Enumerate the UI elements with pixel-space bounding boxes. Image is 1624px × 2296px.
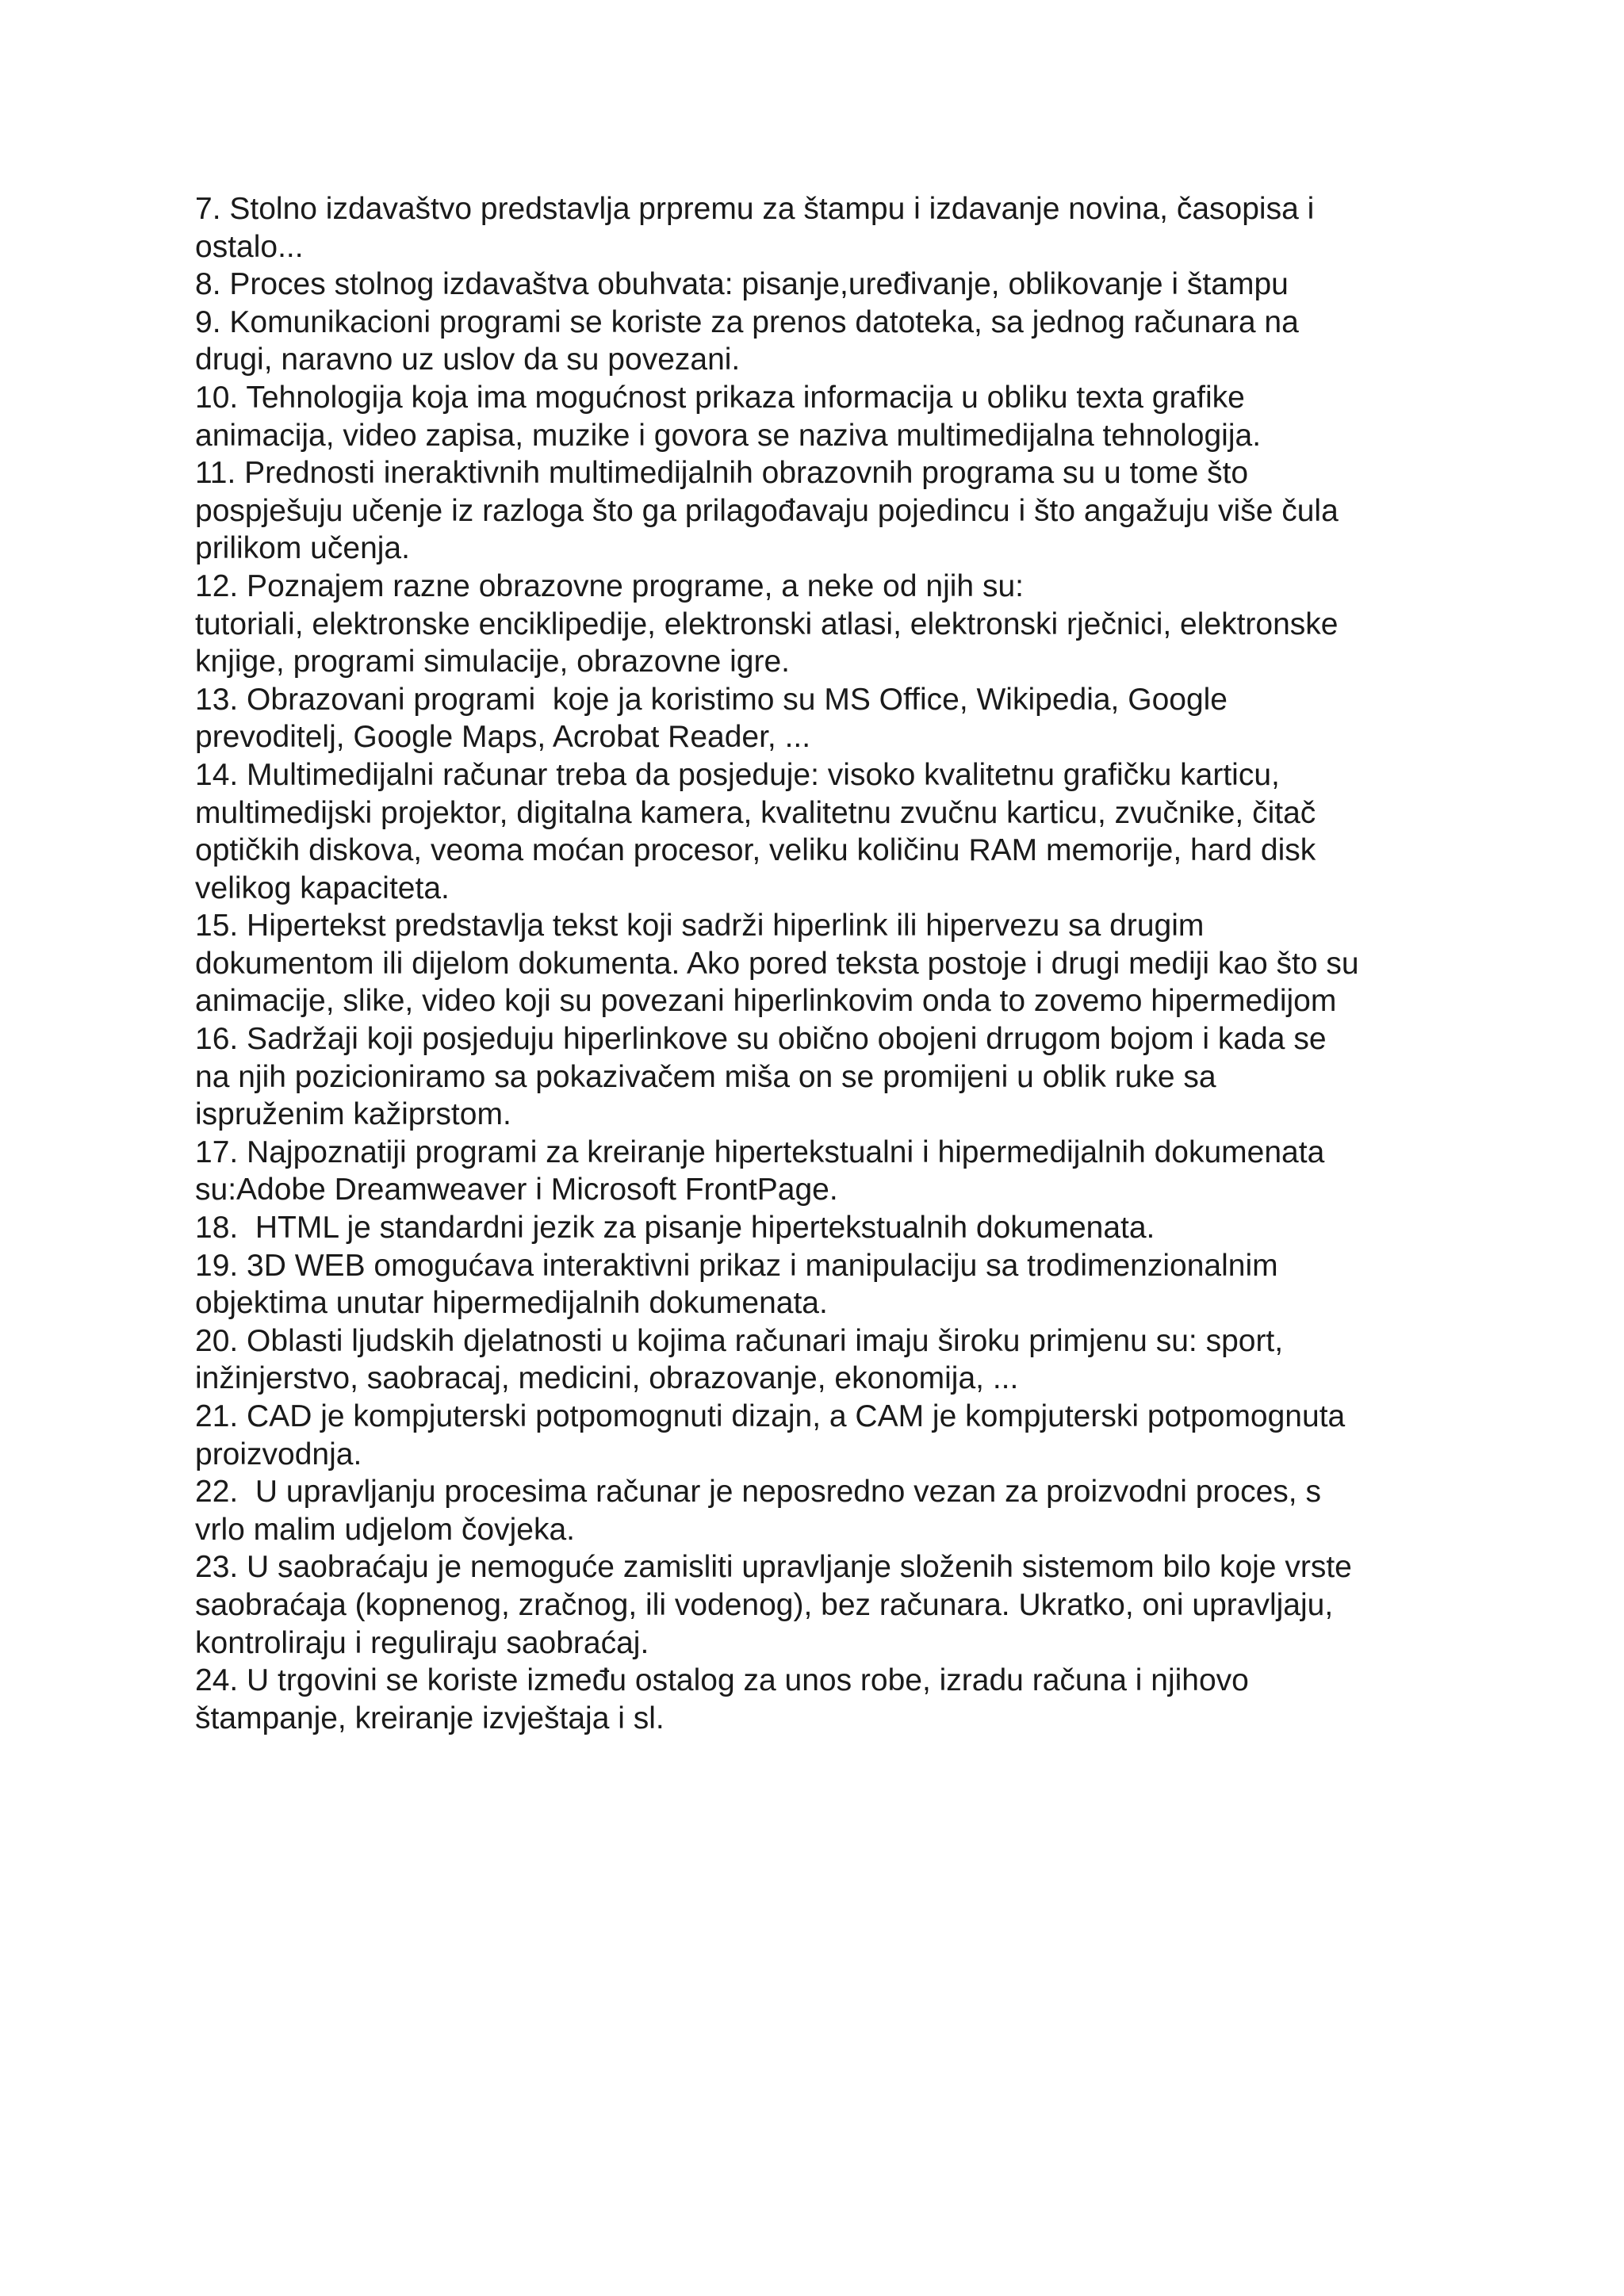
text-line: su:Adobe Dreamweaver i Microsoft FrontPage.: [195, 1173, 838, 1207]
text-line: 9. Komunikacioni programi se koriste za prenos datoteka, sa jednog računara na: [195, 304, 1299, 339]
text-line: animacije, slike, video koji su povezani hiperlinkovim onda to zovemo hipermedijom: [195, 984, 1337, 1019]
text-line: drugi, naravno uz uslov da su povezani.: [195, 342, 741, 377]
text-line: 24. U trgovini se koriste između ostalog za unos robe, izradu računa i njihovo: [195, 1663, 1249, 1698]
text-line: proizvodnja.: [195, 1437, 362, 1471]
text-line: štampanje, kreiranje izvještaja i sl.: [195, 1701, 665, 1735]
text-line: 7. Stolno izdavaštvo predstavlja prpremu za štampu i izdavanje novina, časopisa i: [195, 192, 1315, 226]
text-line: pospješuju učenje iz razloga što ga prilagođavaju pojedincu i što angažuju više čula: [195, 493, 1339, 528]
text-line: 23. U saobraćaju je nemoguće zamisliti upravljanje složenih sistemom bilo koje vrste: [195, 1550, 1352, 1585]
text-line: saobraćaja (kopnenog, zračnog, ili vodenog), bez računara. Ukratko, oni upravljaju,: [195, 1587, 1334, 1622]
text-line: multimedijski projektor, digitalna kamera, kvalitetnu zvučnu karticu, zvučnike, čitač: [195, 795, 1316, 830]
text-line: optičkih diskova, veoma moćan procesor, veliku količinu RAM memorije, hard disk: [195, 833, 1316, 868]
text-line: ostalo...: [195, 229, 304, 264]
text-line: 11. Prednosti ineraktivnih multimedijalnih obrazovnih programa su u tome što: [195, 456, 1249, 491]
text-line: ispruženim kažiprstom.: [195, 1097, 511, 1132]
text-line: 22. U upravljanju procesima računar je neposredno vezan za proizvodni proces, s: [195, 1475, 1321, 1510]
text-line: inžinjerstvo, saobracaj, medicini, obrazovanje, ekonomija, ...: [195, 1361, 1019, 1396]
text-line: vrlo malim udjelom čovjeka.: [195, 1512, 575, 1547]
text-line: 15. Hipertekst predstavlja tekst koji sadrži hiperlink ili hipervezu sa drugim: [195, 909, 1205, 943]
text-line: na njih pozicioniramo sa pokazivačem miša on se promijeni u oblik ruke sa: [195, 1059, 1216, 1094]
text-line: 21. CAD je kompjuterski potpomognuti dizajn, a CAM je kompjuterski potpomognuta: [195, 1399, 1346, 1433]
text-line: prevoditelj, Google Maps, Acrobat Reader, ...: [195, 720, 811, 755]
text-line: 14. Multimedijalni računar treba da posjeduje: visoko kvalitetnu grafičku karticu,: [195, 757, 1280, 792]
text-line: 17. Najpoznatiji programi za kreiranje hipertekstualni i hipermedijalnih dokumenata: [195, 1135, 1325, 1169]
text-line: animacija, video zapisa, muzike i govora se naziva multimedijalna tehnologija.: [195, 418, 1262, 453]
text-line: tutoriali, elektronske enciklipedije, elektronski atlasi, elektronski rječnici, elektronske: [195, 607, 1339, 641]
text-line: 12. Poznajem razne obrazovne programe, a neke od njih su:: [195, 568, 1024, 603]
text-line: dokumentom ili dijelom dokumenta. Ako pored teksta postoje i drugi mediji kao što su: [195, 946, 1359, 981]
text-line: prilikom učenja.: [195, 531, 410, 566]
text-line: objektima unutar hipermedijalnih dokumenata.: [195, 1286, 828, 1321]
text-line: 16. Sadržaji koji posjeduju hiperlinkove su obično obojeni drrugom bojom i kada se: [195, 1022, 1327, 1057]
text-line: velikog kapaciteta.: [195, 871, 450, 905]
text-line: 18. HTML je standardni jezik za pisanje hipertekstualnih dokumenata.: [195, 1211, 1155, 1246]
text-line: 19. 3D WEB omogućava interaktivni prikaz i manipulaciju sa trodimenzionalnim: [195, 1248, 1278, 1283]
text-line: 13. Obrazovani programi koje ja koristimo su MS Office, Wikipedia, Google: [195, 682, 1228, 717]
text-line: knjige, programi simulacije, obrazovne igre.: [195, 645, 791, 679]
text-line: 20. Oblasti ljudskih djelatnosti u kojima računari imaju široku primjenu su: sport,: [195, 1323, 1284, 1358]
text-line: kontroliraju i reguliraju saobraćaj.: [195, 1625, 649, 1660]
text-line: 10. Tehnologija koja ima mogućnost prikaza informacija u obliku texta grafike: [195, 380, 1245, 415]
text-line: 8. Proces stolnog izdavaštva obuhvata: pisanje,uređivanje, oblikovanje i štampu: [195, 267, 1289, 302]
document-text: [195, 190, 1480, 1737]
